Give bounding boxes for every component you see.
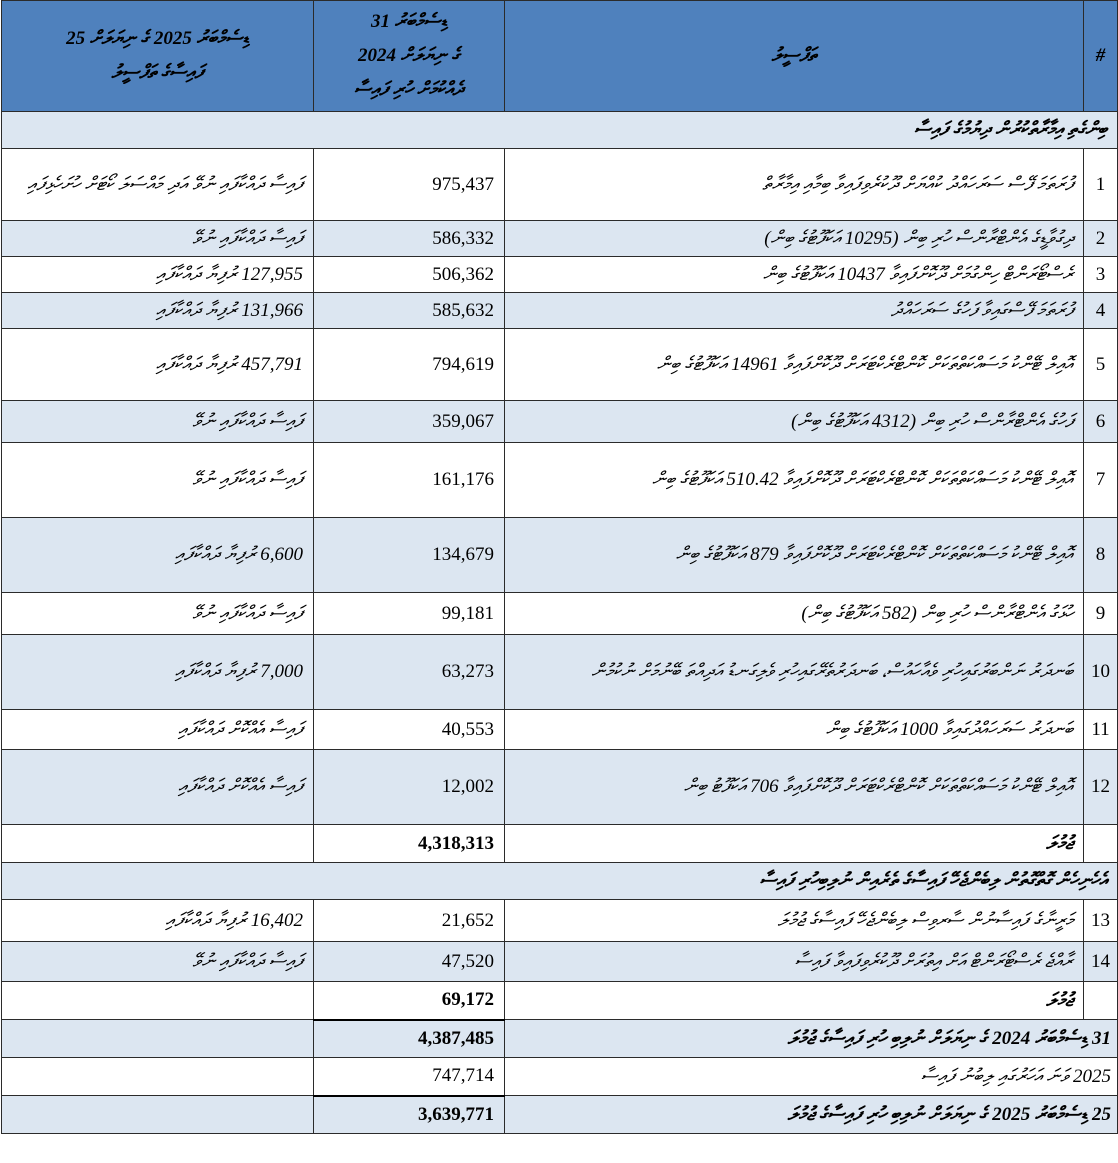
description-cell: ބަނދަރު ސަރަހައްދުގައިވާ 1000 އަކަފޫޓުގެ ބިން xyxy=(505,710,1084,750)
summary-text: ޑިސެމްބަރު 2024 ގެ ނިޔަލަށް ނުލިބި ހުރި ފައިސާގެ ޖުމުލަ xyxy=(787,1027,1088,1049)
header-number: # xyxy=(1084,1,1118,112)
summary-lead-number: 2025 xyxy=(1073,1065,1111,1087)
description-cell: ފުރަތަމަ ފޭސް ސަރަހައްދު ކުއްޔަށް ދޫކުރެވިފައިވާ ބިމާއި އިމާރާތް xyxy=(505,149,1084,221)
total-number-blank xyxy=(1084,825,1118,863)
remark-cell: 6,600 ރުފިޔާ ދައްކާފައި xyxy=(2,518,314,593)
description-cell: ރެސްޓޯރަންޓް ހިންގުމަށް ދޫކޮށްފައިވާ 10437 އަކަފޫޓުގެ ބިން xyxy=(505,257,1084,293)
summary-row xyxy=(2,1020,1118,1058)
row-number-cell: 8 xyxy=(1084,518,1118,593)
table-row xyxy=(2,942,1118,982)
summary-blank-cell xyxy=(2,1058,314,1096)
description-cell: ބަނދަރު ނަންބަރުގައިހުރި ވެއާހައުސް، ބަނދަރުތެރޭގައިހުރި ވެލިގަނޑު އަދިއްތަ ބޭނުމަށް ނުކުމުން xyxy=(505,635,1084,710)
table-row xyxy=(2,293,1118,329)
row-number-cell: 4 xyxy=(1084,293,1118,329)
description-cell: ފުރަތަމަ ފޭސްގައިވާ ފަހުގެ ސަރަހައްދު xyxy=(505,293,1084,329)
total-amount: 4,318,313 xyxy=(314,825,505,863)
header-remarks xyxy=(2,1,314,112)
amount-cell: 161,176 xyxy=(314,443,505,518)
total-label: ޖުމުލަ xyxy=(505,982,1084,1020)
header-row xyxy=(2,1,1118,112)
table-row xyxy=(2,518,1118,593)
description-cell: މަރީނާގެ ފައިސާނުން ސާރވިސް ލިބެންޖެހޭ ފައިސާގެ ޖުމުލަ xyxy=(505,900,1084,942)
row-number-cell: 2 xyxy=(1084,221,1118,257)
total-blank-cell xyxy=(2,825,314,863)
amount-cell: 40,553 xyxy=(314,710,505,750)
row-number-cell: 1 xyxy=(1084,149,1118,221)
summary-lead-number: 31 xyxy=(1092,1027,1111,1049)
table-row xyxy=(2,593,1118,635)
table-row xyxy=(2,635,1118,710)
summary-label xyxy=(505,1096,1118,1134)
table-row xyxy=(2,443,1118,518)
table-row xyxy=(2,900,1118,942)
remark-cell: ފައިސާ ދައްކާފައި ނުވޭ xyxy=(2,942,314,982)
description-cell: އޮއިލް ޓޭންކު މަސައްކަތްތަކަށް ކޮންޓްރެކްޓަރަށް ދޫކޮށްފައިވާ 706 އަކަފޫޓު ބިން xyxy=(505,750,1084,825)
summary-row xyxy=(2,1096,1118,1134)
table-row xyxy=(2,401,1118,443)
amount-cell: 47,520 xyxy=(314,942,505,982)
remark-cell: 7,000 ރުފިޔާ ދައްކާފައި xyxy=(2,635,314,710)
row-number-cell: 12 xyxy=(1084,750,1118,825)
summary-amount: 4,387,485 xyxy=(314,1020,505,1058)
amount-cell: 586,332 xyxy=(314,221,505,257)
header-remarks-line-1: 25 ޑިސެމްބަރު 2025 ގެ ނިޔަލަށް xyxy=(66,28,249,49)
remark-cell: ފައިސާ ދައްކާފައި ނުވޭ xyxy=(2,593,314,635)
total-amount: 69,172 xyxy=(314,982,505,1020)
row-number-cell: 10 xyxy=(1084,635,1118,710)
row-number-cell: 3 xyxy=(1084,257,1118,293)
description-cell: އޮއިލް ޓޭންކު މަސައްކަތްތަކަށް ކޮންޓްރެކްޓަރަށް ދޫކޮށްފައިވާ 14961 އަކަފޫޓުގެ ބިން xyxy=(505,329,1084,401)
header-remarks-line-2: ފައިސާގެ ތަފްސީލު xyxy=(111,62,204,83)
amount-cell: 21,652 xyxy=(314,900,505,942)
amount-cell: 585,632 xyxy=(314,293,505,329)
remark-cell: 131,966 ރުފިޔާ ދައްކާފައި xyxy=(2,293,314,329)
total-row xyxy=(2,825,1118,863)
remark-cell: ފައިސާ ދައްކާފައި ނުވޭ xyxy=(2,401,314,443)
row-number-cell: 11 xyxy=(1084,710,1118,750)
total-label: ޖުމުލަ xyxy=(505,825,1084,863)
total-blank-cell xyxy=(2,982,314,1020)
remark-cell: 127,955 ރުފިޔާ ދައްކާފައި xyxy=(2,257,314,293)
header-details: ތަފްސީލު xyxy=(505,1,1084,112)
row-number-cell: 14 xyxy=(1084,942,1118,982)
summary-amount: 3,639,771 xyxy=(314,1096,505,1134)
remark-cell: 16,402 ރުފިޔާ ދައްކާފައި xyxy=(2,900,314,942)
row-number-cell: 6 xyxy=(1084,401,1118,443)
row-number-cell: 13 xyxy=(1084,900,1118,942)
description-cell: ދިގުވާޑީގެ އެންޓްރާންސް ހުރި ބިން (10295 އަކަފޫޓުގެ ބިން) xyxy=(505,221,1084,257)
summary-text: ވަނަ އަހަރުގައި ލިބުނު ފައިސާ xyxy=(920,1065,1069,1087)
summary-row xyxy=(2,1058,1118,1096)
total-number-blank xyxy=(1084,982,1118,1020)
amount-cell: 99,181 xyxy=(314,593,505,635)
description-cell: ފަހުގެ އެންޓްރާންސް ހުރި ބިން (4312 އަކަފޫޓުގެ ބިން) xyxy=(505,401,1084,443)
table-row xyxy=(2,710,1118,750)
amount-cell: 506,362 xyxy=(314,257,505,293)
table-row xyxy=(2,257,1118,293)
receivables-table xyxy=(1,0,1118,1134)
summary-blank-cell xyxy=(2,1096,314,1134)
description-cell: އޮއިލް ޓޭންކު މަސައްކަތްތަކަށް ކޮންޓްރެކްޓަރަށް ދޫކޮށްފައިވާ 879 އަކަފޫޓުގެ ބިން xyxy=(505,518,1084,593)
total-row xyxy=(2,982,1118,1020)
amount-cell: 63,273 xyxy=(314,635,505,710)
table-row xyxy=(2,750,1118,825)
section-heading-row xyxy=(2,863,1118,900)
table-row xyxy=(2,329,1118,401)
row-number-cell: 9 xyxy=(1084,593,1118,635)
remark-cell: 457,791 ރުފިޔާ ދައްކާފައި xyxy=(2,329,314,401)
summary-amount: 747,714 xyxy=(314,1058,505,1096)
header-amount-line-3: ދެއްކުމަށް ހުރި ފައިސާ xyxy=(354,79,464,100)
summary-label xyxy=(505,1020,1118,1058)
description-cell: ރާއްޖެ ރެސްޓޯރަންޓް އަށް އިތުރަށް ދޫކުރެވިފައިވާ ފައިސާ xyxy=(505,942,1084,982)
section-heading-row xyxy=(2,112,1118,149)
remark-cell: ފައިސާ އެއްކޮށް ދައްކާފައި xyxy=(2,710,314,750)
remark-cell: ފައިސާ އެއްކޮށް ދައްކާފައި xyxy=(2,750,314,825)
header-amount-line-1: 31 ޑިސެމްބަރު xyxy=(370,11,448,32)
summary-label xyxy=(505,1058,1118,1096)
header-amount-line-2: 2024 ގެ ނިޔަލަށް xyxy=(358,45,460,66)
section-title: އެހެނިހެން ގޮތްގޮތުން ލިބެންޖެހޭ ފައިސާގެ ތެރެއިން ނުލިބިހުރި ފައިސާ xyxy=(2,863,1118,900)
amount-cell: 12,002 xyxy=(314,750,505,825)
description-cell: ހުޅަގު އެންޓްރާންސް ހުރި ބިން (582 އަކަފޫޓުގެ ބިން) xyxy=(505,593,1084,635)
row-number-cell: 7 xyxy=(1084,443,1118,518)
summary-text: ޑިސެމްބަރު 2025 ގެ ނިޔަލަށް ނުލިބި ހުރި ފައިސާގެ ޖުމުލަ xyxy=(787,1103,1088,1125)
section-title: ބިންގެތި އިމާރާތްކުރުން ދިޔުމުގެ ފައިސާ xyxy=(2,112,1118,149)
table-row xyxy=(2,221,1118,257)
summary-blank-cell xyxy=(2,1020,314,1058)
amount-cell: 794,619 xyxy=(314,329,505,401)
description-cell: އޮއިލް ޓޭންކު މަސައްކަތްތަކަށް ކޮންޓްރެކްޓަރަށް ދޫކޮށްފައިވާ 510.42 އަކަފޫޓުގެ ބިން xyxy=(505,443,1084,518)
remark-cell: ފައިސާ ދައްކާފައި ނުވޭ xyxy=(2,221,314,257)
row-number-cell: 5 xyxy=(1084,329,1118,401)
header-amount xyxy=(314,1,505,112)
amount-cell: 359,067 xyxy=(314,401,505,443)
summary-lead-number: 25 xyxy=(1092,1103,1111,1125)
remark-cell: ފައިސާ ދައްކާފައި ނުވޭ އަދި މައްސަލަ ކޯޓަށް ހުށަހެޅިފައި xyxy=(2,149,314,221)
remark-cell: ފައިސާ ދައްކާފައި ނުވޭ xyxy=(2,443,314,518)
amount-cell: 975,437 xyxy=(314,149,505,221)
table-row xyxy=(2,149,1118,221)
amount-cell: 134,679 xyxy=(314,518,505,593)
